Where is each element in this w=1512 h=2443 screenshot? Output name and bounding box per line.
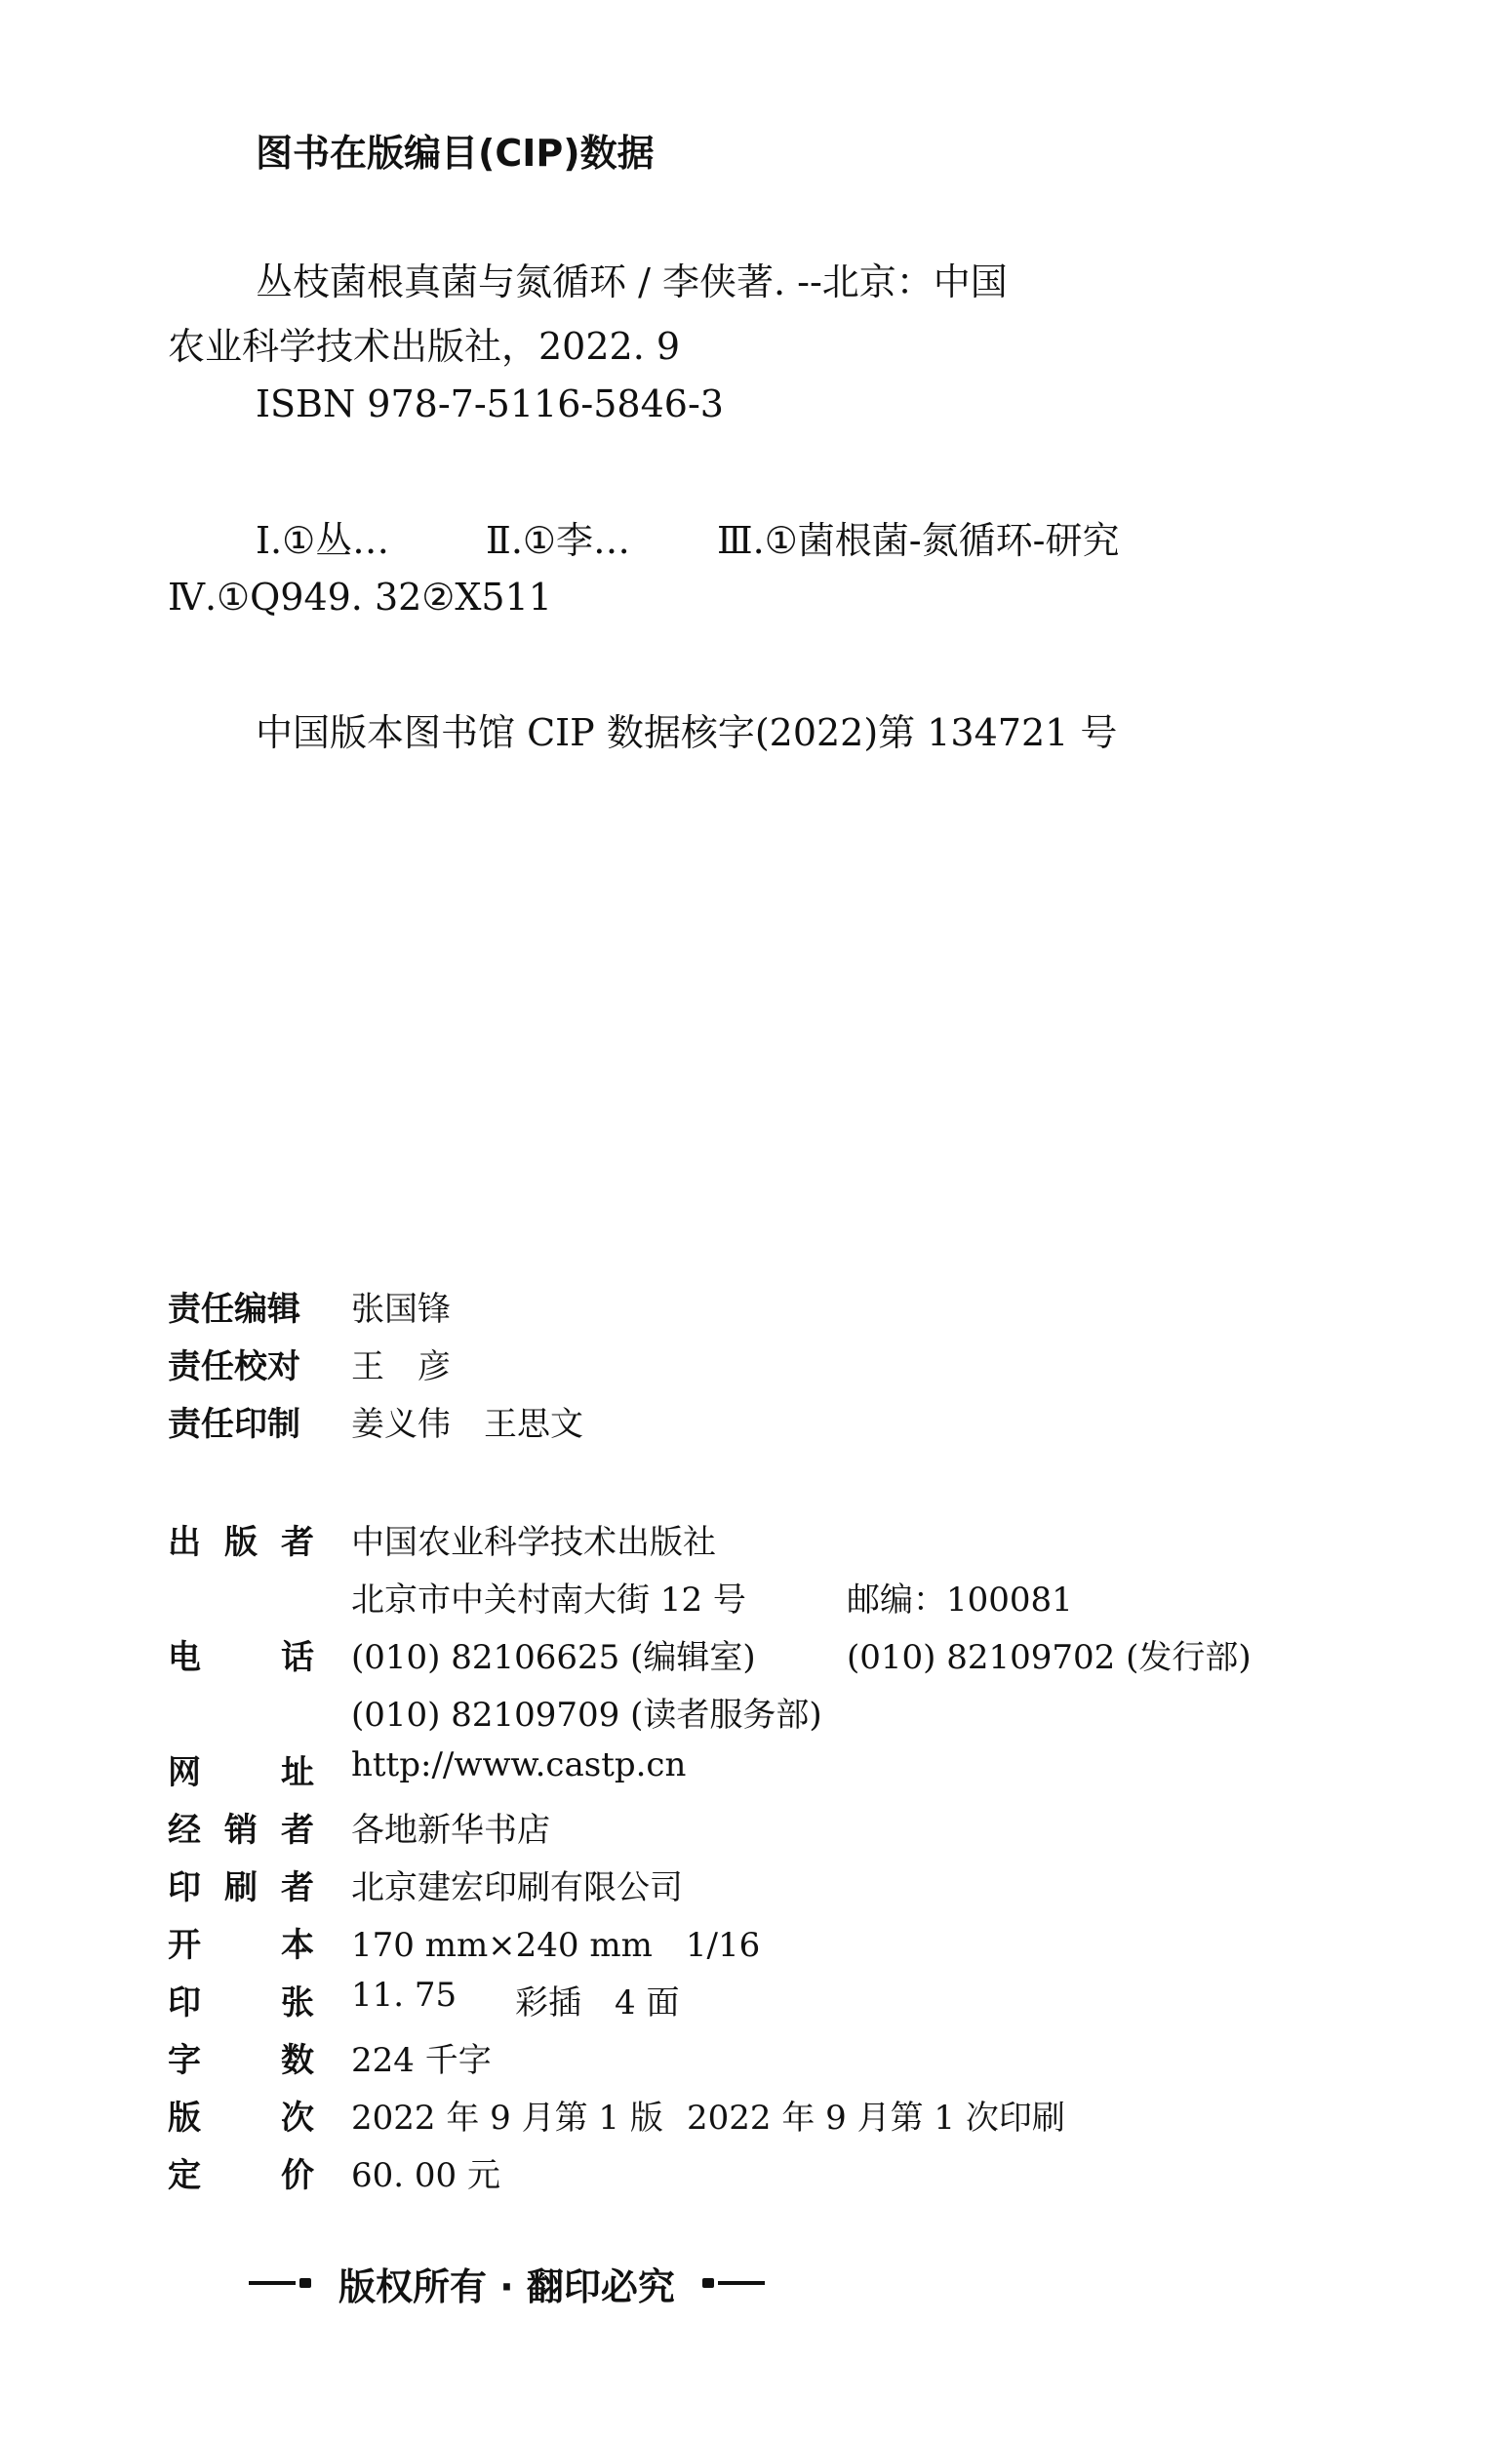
website-url: http://www.castp.cn [351,1745,687,1784]
website-row [0,1745,1512,1794]
distributor-name: 各地新华书店 [351,1811,550,1850]
cip-record-number: 中国版本图书馆 CIP 数据核字(2022)第 134721 号 [256,711,1118,754]
phone-distribution: (010) 82109702 (发行部) [847,1638,1252,1677]
staff-label: 责任校对 [168,1347,300,1386]
color-plates: 彩插 4 面 [515,1983,680,2022]
classification-4: Ⅳ.①Q949. 32②X511 [168,576,552,619]
staff-value: 姜义伟 王思文 [351,1405,583,1444]
printing-value: 2022 年 9 月第 1 次印刷 [687,2099,1065,2138]
format-label: 开 本 [168,1926,314,1965]
postcode: 邮编：100081 [847,1581,1073,1620]
price-value: 60. 00 元 [351,2156,500,2195]
classification-2: Ⅱ.①李… [486,519,630,562]
publisher-row [0,1515,1512,1564]
printer-name: 北京建宏印刷有限公司 [351,1868,683,1907]
staff-label: 责任印制 [168,1405,300,1444]
staff-label: 责任编辑 [168,1290,300,1329]
copyright-text: 版权所有 · 翻印必究 [338,2265,675,2308]
sheets-value: 11. 75 [351,1976,458,2015]
classification-3: Ⅲ.①菌根菌-氮循环-研究 [717,519,1120,562]
sheets-row [0,1976,1512,2024]
printer-label: 印 刷 者 [168,1868,314,1907]
staff-proofreader-row [0,1340,1512,1388]
staff-value: 王 彦 [351,1347,451,1386]
sheets-label: 印 张 [168,1983,314,2022]
cip-publisher-line: 农业科学技术出版社，2022. 9 [168,325,681,368]
edition-value: 2022 年 9 月第 1 版 [351,2099,663,2138]
address-row [0,1573,1512,1622]
publisher-label: 出 版 者 [168,1523,314,1562]
price-label: 定 价 [168,2156,314,2195]
distributor-label: 经 销 者 [168,1811,314,1850]
phone-row-2 [0,1688,1512,1737]
distributor-row [0,1803,1512,1852]
phone-label: 电 话 [168,1638,314,1677]
word-count-label: 字 数 [168,2041,314,2080]
edition-row [0,2091,1512,2140]
staff-value: 张国锋 [351,1290,451,1329]
phone-reader-service: (010) 82109709 (读者服务部) [351,1696,822,1735]
printer-row [0,1861,1512,1909]
format-row [0,1918,1512,1967]
right-ornament-icon [696,2281,765,2287]
website-label: 网 址 [168,1753,314,1792]
cip-isbn: ISBN 978-7-5116-5846-3 [256,382,724,425]
word-count-value: 224 千字 [351,2041,492,2080]
cip-heading: 图书在版编目(CIP)数据 [256,132,655,175]
cip-title-line: 丛枝菌根真菌与氮循环 / 李侠著. --北京：中国 [256,260,1008,303]
staff-printing-row [0,1397,1512,1446]
word-count-row [0,2033,1512,2082]
classification-1: Ⅰ.①丛… [256,519,390,562]
price-row [0,2148,1512,2197]
staff-editor-row [0,1282,1512,1331]
copyright-notice [249,2257,765,2310]
publisher-name: 中国农业科学技术出版社 [351,1523,716,1562]
phone-row [0,1630,1512,1679]
left-ornament-icon [249,2281,317,2287]
edition-label: 版 次 [168,2099,314,2138]
phone-editorial: (010) 82106625 (编辑室) [351,1638,756,1677]
format-value: 170 mm×240 mm 1/16 [351,1926,761,1965]
publisher-address: 北京市中关村南大街 12 号 [351,1581,746,1620]
